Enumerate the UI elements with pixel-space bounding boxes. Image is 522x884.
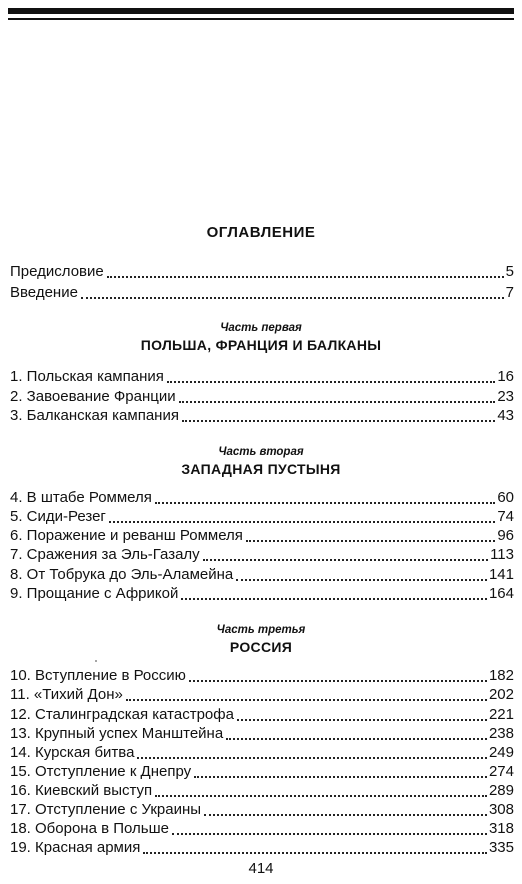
dot-leader [181, 584, 487, 600]
dot-leader [143, 838, 487, 854]
dot-leader [172, 819, 487, 835]
entry-page: 182 [488, 667, 514, 684]
dot-leader [107, 262, 504, 278]
entry-title: 16. Киевский выступ [10, 782, 153, 799]
dot-leader [203, 545, 488, 561]
dot-leader [167, 367, 495, 383]
entry-page: 221 [488, 706, 514, 723]
entry-page: 249 [488, 744, 514, 761]
dot-leader [109, 507, 495, 523]
entry-title: Введение [10, 284, 78, 301]
dot-leader [155, 781, 487, 797]
toc-entry-chapter-17[interactable] [10, 800, 514, 820]
entry-title: 14. Курская битва [10, 744, 135, 761]
toc-entry-chapter-2[interactable] [10, 387, 514, 407]
dot-leader [126, 685, 487, 701]
toc-entry-chapter-19[interactable] [10, 838, 514, 858]
entry-page: 113 [490, 546, 514, 563]
entry-page: 7 [505, 284, 514, 301]
entry-page: 202 [488, 686, 514, 703]
entry-page: 60 [497, 489, 514, 506]
entry-title: 5. Сиди-Резег [10, 508, 106, 525]
dot-leader [226, 724, 487, 740]
page-number: 414 [248, 860, 274, 877]
toc-entry-chapter-7[interactable] [10, 545, 514, 565]
entry-title: 15. Отступление к Днепру [10, 763, 192, 780]
part-2-label: Часть вторая [218, 446, 304, 458]
dot-leader [204, 800, 487, 816]
toc-entry-chapter-4[interactable] [10, 488, 514, 508]
dot-leader [81, 283, 504, 299]
entry-title: 8. От Тобрука до Эль-Аламейна [10, 566, 234, 583]
top-rule-thin [8, 18, 514, 20]
toc-entry-chapter-5[interactable] [10, 507, 514, 527]
part-1-label: Часть первая [220, 322, 302, 334]
entry-page: 96 [497, 527, 514, 544]
entry-page: 289 [488, 782, 514, 799]
entry-title: 2. Завоевание Франции [10, 388, 176, 405]
part-2-title: ЗАПАДНАЯ ПУСТЫНЯ [181, 461, 341, 477]
dot-leader [155, 488, 495, 504]
toc-entry-introduction[interactable] [10, 283, 514, 303]
entry-title: 12. Сталинградская катастрофа [10, 706, 234, 723]
entry-title: 3. Балканская кампания [10, 407, 179, 424]
entry-page: 274 [488, 763, 514, 780]
entry-page: 141 [488, 566, 514, 583]
entry-title: Предисловие [10, 263, 104, 280]
entry-title: 1. Польская кампания [10, 368, 164, 385]
entry-title: 11. «Тихий Дон» [10, 686, 123, 703]
dot-leader [237, 705, 487, 721]
dot-leader [179, 387, 496, 403]
part-1-title: ПОЛЬША, ФРАНЦИЯ И БАЛКАНЫ [140, 337, 382, 353]
dot-leader [236, 565, 487, 581]
part-3-title: РОССИЯ [229, 639, 293, 655]
part-3-label: Часть третья [216, 624, 306, 636]
toc-entry-chapter-1[interactable] [10, 367, 514, 387]
dot-leader [189, 666, 487, 682]
toc-entry-chapter-14[interactable] [10, 743, 514, 763]
entry-page: 16 [497, 368, 514, 385]
print-speck [95, 660, 97, 662]
toc-entry-chapter-9[interactable] [10, 584, 514, 604]
entry-title: 4. В штабе Роммеля [10, 489, 152, 506]
entry-page: 318 [488, 820, 514, 837]
dot-leader [194, 762, 487, 778]
entry-title: 18. Оборона в Польше [10, 820, 169, 837]
entry-title: 19. Красная армия [10, 839, 141, 856]
toc-entry-chapter-6[interactable] [10, 526, 514, 546]
entry-title: 6. Поражение и реванш Роммеля [10, 527, 243, 544]
entry-page: 74 [497, 508, 514, 525]
toc-entry-preface[interactable] [10, 262, 514, 282]
entry-title: 13. Крупный успех Манштейна [10, 725, 224, 742]
toc-entry-chapter-3[interactable] [10, 406, 514, 426]
entry-page: 23 [497, 388, 514, 405]
toc-entry-chapter-16[interactable] [10, 781, 514, 801]
toc-title: ОГЛАВЛЕНИЕ [206, 224, 316, 241]
entry-page: 308 [488, 801, 514, 818]
entry-page: 164 [488, 585, 514, 602]
toc-entry-chapter-11[interactable] [10, 685, 514, 705]
top-rule-thick [8, 8, 514, 14]
toc-entry-chapter-13[interactable] [10, 724, 514, 744]
entry-page: 238 [488, 725, 514, 742]
entry-title: 9. Прощание с Африкой [10, 585, 179, 602]
toc-entry-chapter-15[interactable] [10, 762, 514, 782]
dot-leader [137, 743, 487, 759]
dot-leader [246, 526, 495, 542]
entry-page: 43 [497, 407, 514, 424]
dot-leader [182, 406, 495, 422]
entry-title: 7. Сражения за Эль-Газалу [10, 546, 200, 563]
toc-entry-chapter-10[interactable] [10, 666, 514, 686]
toc-entry-chapter-18[interactable] [10, 819, 514, 839]
entry-page: 335 [488, 839, 514, 856]
entry-title: 10. Вступление в Россию [10, 667, 186, 684]
toc-entry-chapter-8[interactable] [10, 565, 514, 585]
toc-entry-chapter-12[interactable] [10, 705, 514, 725]
entry-title: 17. Отступление с Украины [10, 801, 202, 818]
entry-page: 5 [505, 263, 514, 280]
